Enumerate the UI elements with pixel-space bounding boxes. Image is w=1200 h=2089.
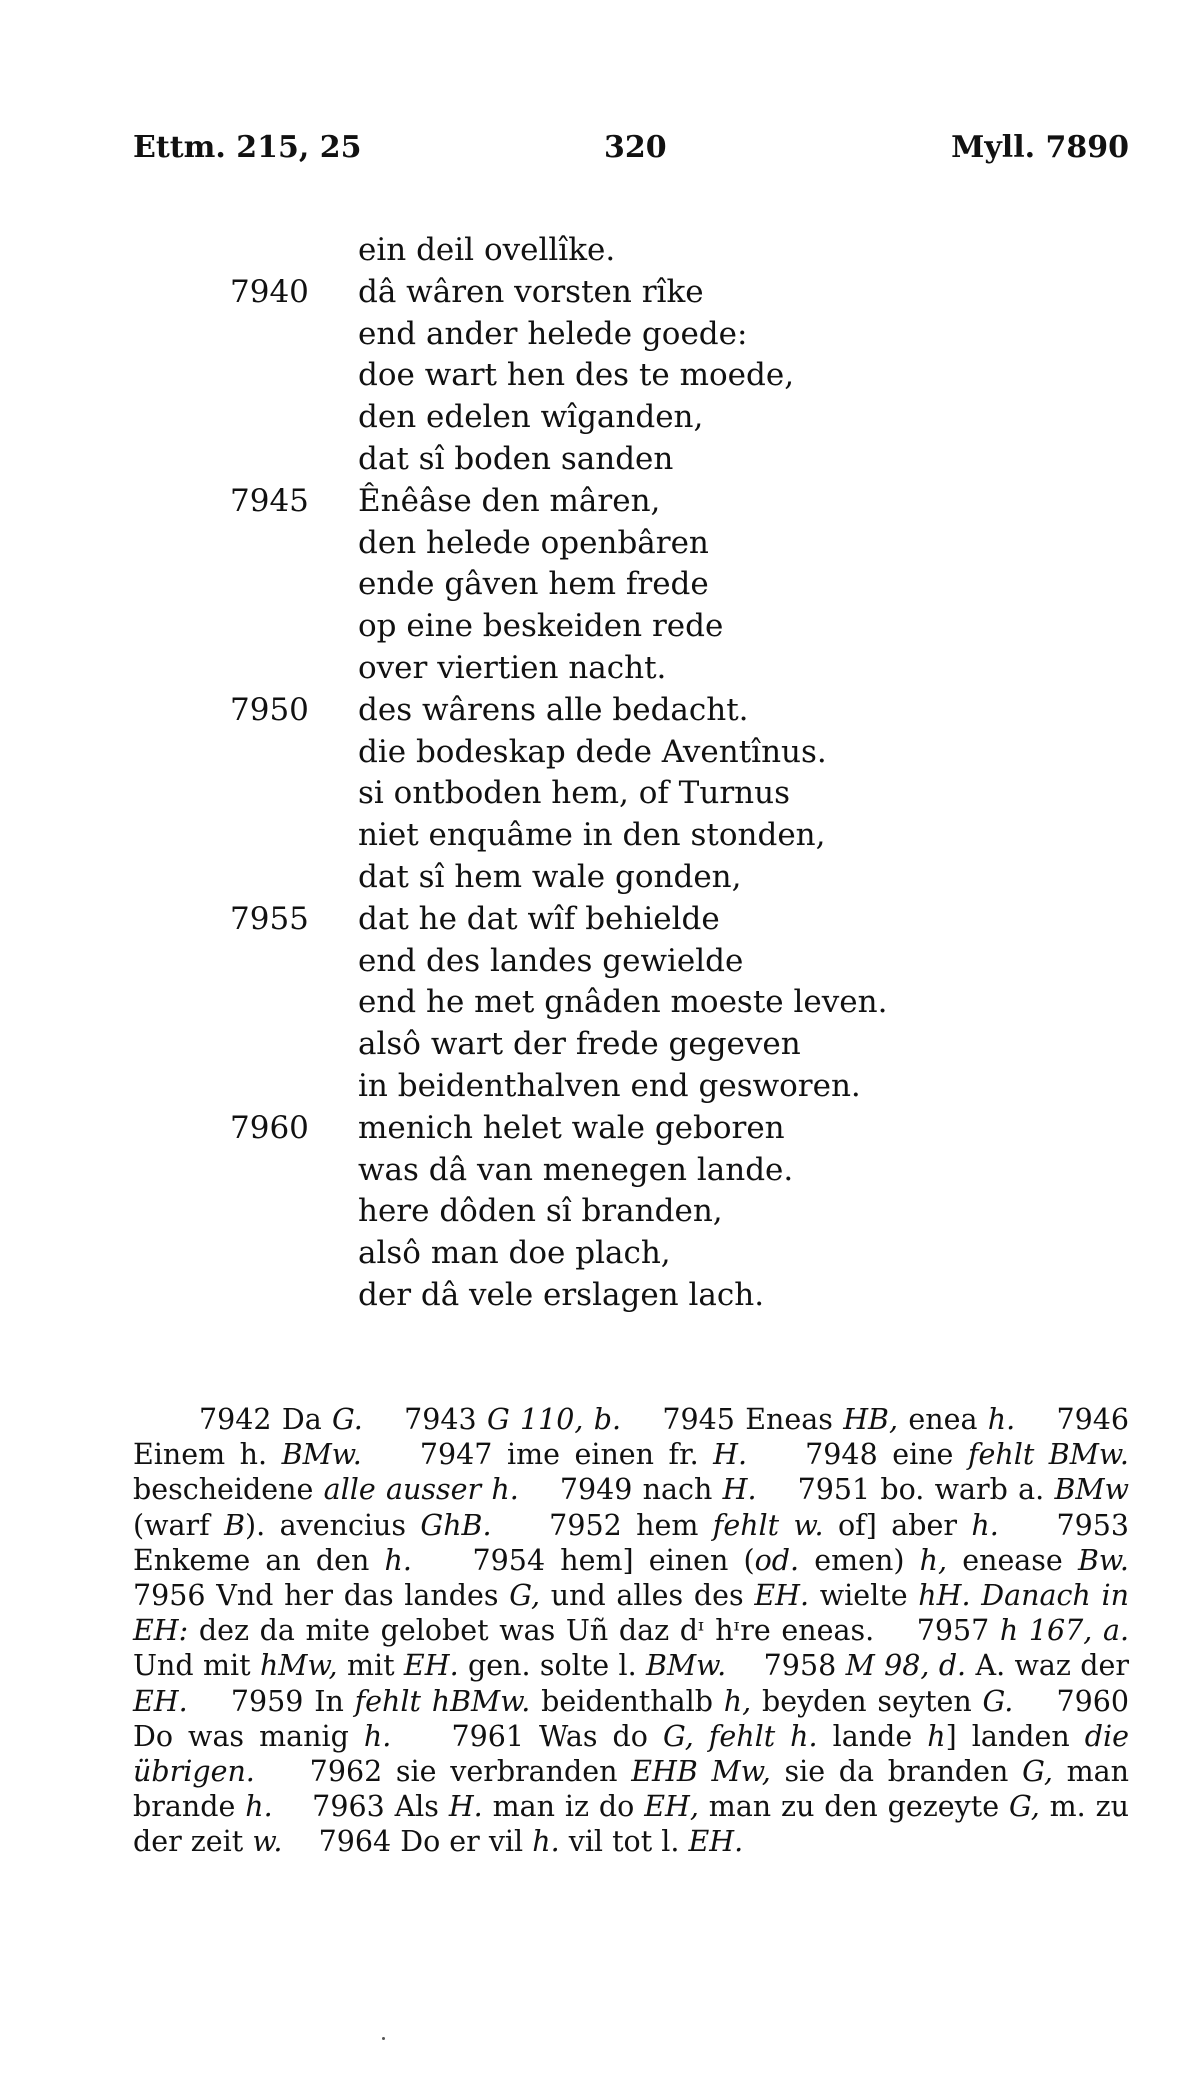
note-siglum: M 98, d. bbox=[845, 1649, 967, 1683]
verse-text-line: dat sî boden sanden bbox=[358, 440, 674, 477]
note-text: ] landen bbox=[945, 1719, 1085, 1753]
note-text: ). avencius bbox=[245, 1508, 421, 1542]
verse-text-line: end he met gnâden moeste leven. bbox=[358, 984, 888, 1021]
verse-text-line: ein deil ovellîke. bbox=[358, 232, 616, 268]
note-siglum: h 167, a. bbox=[999, 1614, 1130, 1648]
verse-text-line: end ander helede goede: bbox=[358, 315, 748, 352]
note-text: Und mit bbox=[133, 1614, 1139, 1683]
verse-text-line: here dôden sî branden, bbox=[358, 1193, 723, 1230]
page-header bbox=[133, 130, 1129, 170]
note-siglum: h. bbox=[532, 1825, 560, 1859]
note-siglum: G, bbox=[509, 1579, 541, 1613]
note-siglum: hMw, bbox=[259, 1649, 338, 1683]
verse-text-line: Ênêâse den mâren, bbox=[358, 482, 661, 519]
verse-line bbox=[0, 606, 1200, 648]
note-siglum: EHB Mw, bbox=[631, 1755, 771, 1789]
verse-line bbox=[0, 773, 1200, 815]
note-text: 7954 hem] einen ( bbox=[411, 1543, 755, 1577]
note-siglum: fehlt BMw. bbox=[967, 1438, 1129, 1472]
note-text: beyden seyten bbox=[751, 1684, 983, 1718]
note-siglum: Danach in EH: bbox=[133, 1579, 1139, 1648]
header-right-reference: Myll. 7890 bbox=[951, 130, 1129, 165]
verse-line bbox=[0, 1233, 1200, 1275]
verse-line bbox=[0, 1108, 1200, 1150]
note-text bbox=[971, 1579, 982, 1612]
line-number: 7940 bbox=[230, 273, 309, 310]
note-siglum: EH, bbox=[644, 1790, 699, 1824]
verse-text-line: den edelen wîganden, bbox=[358, 399, 704, 436]
verse-line bbox=[0, 314, 1200, 356]
note-siglum: w. bbox=[252, 1825, 283, 1859]
note-text: wielte bbox=[809, 1579, 919, 1613]
note-text: of] aber bbox=[823, 1508, 972, 1542]
note-text: 7956 Vnd her das landes bbox=[133, 1543, 1166, 1613]
note-siglum: G 110, b. bbox=[486, 1403, 622, 1436]
note-text: 7962 sie verbranden bbox=[254, 1755, 632, 1789]
line-number: 7955 bbox=[230, 900, 309, 937]
note-text: 7959 In bbox=[187, 1684, 355, 1718]
note-text: (warf bbox=[133, 1473, 1139, 1542]
note-siglum: h. bbox=[987, 1403, 1016, 1436]
note-text: bescheidene bbox=[133, 1438, 1139, 1507]
note-siglum: B bbox=[224, 1508, 246, 1542]
note-siglum: Bw. bbox=[1077, 1543, 1129, 1577]
verse-text-line: dâ wâren vorsten rîke bbox=[358, 273, 704, 310]
note-siglum: H. bbox=[713, 1438, 748, 1472]
note-siglum: EH. bbox=[754, 1579, 810, 1613]
verse-text-line: ende gâven hem frede bbox=[358, 566, 709, 603]
verse-line bbox=[0, 1024, 1200, 1066]
note-text: 7963 Als bbox=[272, 1790, 449, 1824]
note-siglum: G, bbox=[1008, 1790, 1040, 1824]
note-text: 7942 Da bbox=[199, 1403, 333, 1436]
note-text: m. zu der zeit bbox=[133, 1790, 1139, 1859]
verse-text-line: des wârens alle bedacht. bbox=[358, 691, 749, 728]
note-text: 7949 nach bbox=[518, 1473, 723, 1507]
note-siglum: EH. bbox=[403, 1649, 459, 1683]
verse-text-line: si ontboden hem, of Turnus bbox=[358, 775, 790, 812]
note-text: A. waz der bbox=[966, 1649, 1139, 1683]
note-text: 7960 Do was manig bbox=[133, 1684, 1139, 1753]
verse-text-line: die bodeskap dede Aventînus. bbox=[358, 733, 827, 770]
note-siglum: G, bbox=[1022, 1755, 1053, 1789]
note-text: 7945 Eneas bbox=[621, 1403, 844, 1436]
verse-line bbox=[0, 815, 1200, 857]
note-text: 7946 Einem h. bbox=[133, 1403, 1139, 1472]
note-siglum: h. bbox=[384, 1543, 412, 1577]
note-text: man zu den gezeyte bbox=[698, 1790, 1009, 1824]
note-text: 7958 bbox=[726, 1649, 846, 1683]
verse-line bbox=[0, 523, 1200, 565]
note-siglum: G. bbox=[332, 1403, 363, 1436]
note-siglum: HB, bbox=[843, 1403, 899, 1436]
note-text: beidenthalb bbox=[530, 1684, 724, 1718]
note-siglum: die übrigen. bbox=[133, 1719, 1139, 1789]
note-text: man iz do bbox=[482, 1790, 645, 1824]
verse-line bbox=[0, 1066, 1200, 1108]
note-siglum: h, bbox=[723, 1684, 752, 1718]
verse-text-line: doe wart hen des te moede, bbox=[358, 357, 795, 394]
verse-line bbox=[0, 1150, 1200, 1192]
note-text: 7943 bbox=[362, 1403, 487, 1436]
verse-text-line: den helede openbâren bbox=[358, 524, 709, 561]
note-text: 7948 eine bbox=[747, 1438, 968, 1472]
note-siglum: H. bbox=[722, 1473, 757, 1507]
note-text: sie da branden bbox=[770, 1755, 1023, 1789]
verse-line bbox=[0, 230, 1200, 272]
verse-line bbox=[0, 439, 1200, 481]
verse-text-line: niet enquâme in den stonden, bbox=[358, 817, 826, 854]
note-text: 7951 bo. warb a. bbox=[756, 1473, 1055, 1507]
note-text: enea bbox=[898, 1403, 988, 1436]
line-number: 7950 bbox=[230, 691, 309, 728]
verse-line bbox=[0, 690, 1200, 732]
note-text: emen) bbox=[799, 1543, 920, 1577]
verse-line bbox=[0, 1191, 1200, 1233]
critical-apparatus bbox=[133, 1402, 1166, 1860]
note-siglum: G, fehlt h. bbox=[662, 1719, 818, 1753]
note-siglum: G. bbox=[982, 1684, 1014, 1718]
line-number: 7960 bbox=[230, 1109, 309, 1146]
verse-line bbox=[0, 941, 1200, 983]
note-siglum: BMw bbox=[1054, 1473, 1129, 1507]
verse-text-line: was dâ van menegen lande. bbox=[358, 1151, 794, 1188]
verse-text-line: in beidenthalven end gesworen. bbox=[358, 1067, 861, 1104]
note-siglum: od. bbox=[754, 1543, 800, 1577]
verse-line bbox=[0, 272, 1200, 314]
note-siglum: BMw. bbox=[281, 1438, 362, 1472]
note-siglum: EH. bbox=[133, 1684, 188, 1718]
note-siglum: fehlt w. bbox=[712, 1508, 824, 1542]
header-left-reference: Ettm. 215, 25 bbox=[133, 130, 362, 165]
note-siglum: H. bbox=[448, 1790, 483, 1824]
line-number: 7945 bbox=[230, 482, 309, 519]
note-text: 7952 hem bbox=[491, 1508, 713, 1542]
note-siglum: h. bbox=[363, 1719, 392, 1753]
verse-line bbox=[0, 857, 1200, 899]
printer-dot bbox=[382, 2037, 385, 2040]
note-text: vil tot l. bbox=[559, 1825, 689, 1859]
note-siglum: EH. bbox=[688, 1825, 744, 1859]
note-text: enease bbox=[947, 1543, 1078, 1577]
verse-line bbox=[0, 648, 1200, 690]
verse-text-line: op eine beskeiden rede bbox=[358, 608, 724, 645]
note-siglum: h, bbox=[919, 1543, 948, 1577]
verse-line bbox=[0, 732, 1200, 774]
note-text: 7947 ime einen fr. bbox=[361, 1438, 714, 1472]
page-number: 320 bbox=[604, 130, 667, 165]
verse-text-line: dat sî hem wale gonden, bbox=[358, 858, 742, 895]
verse-text-line: end des landes gewielde bbox=[358, 942, 744, 979]
verse-line bbox=[0, 899, 1200, 941]
note-text: 7953 Enkeme an den bbox=[133, 1508, 1139, 1577]
note-siglum: alle ausser h. bbox=[323, 1473, 519, 1507]
verse-line bbox=[0, 481, 1200, 523]
note-text: lande bbox=[817, 1719, 928, 1753]
note-text: mit bbox=[337, 1649, 404, 1683]
note-text: gen. solte l. bbox=[458, 1649, 647, 1683]
verse-line bbox=[0, 564, 1200, 606]
note-text: dez da mite gelobet was Uñ daz dᶦ hᶦre eneas. 7957 bbox=[188, 1614, 1000, 1648]
verse-text-line: over viertien nacht. bbox=[358, 649, 667, 686]
note-siglum: h. bbox=[971, 1508, 999, 1542]
note-text: 7961 Was do bbox=[391, 1719, 663, 1753]
note-siglum: h bbox=[927, 1719, 946, 1753]
note-text: man brande bbox=[133, 1755, 1139, 1824]
note-text: und alles des bbox=[540, 1579, 755, 1613]
verse-line bbox=[0, 397, 1200, 439]
verse-text-line: dat he dat wîf behielde bbox=[358, 900, 720, 937]
verse-text bbox=[0, 230, 1200, 1317]
verse-text-line: der dâ vele erslagen lach. bbox=[358, 1276, 765, 1313]
verse-text-line: menich helet wale geboren bbox=[358, 1109, 785, 1146]
verse-line bbox=[0, 1275, 1200, 1317]
note-paragraph bbox=[133, 1402, 1166, 1860]
note-text: 7964 Do er vil bbox=[282, 1825, 533, 1859]
note-siglum: hH. bbox=[918, 1579, 971, 1613]
verse-text-line: alsô man doe plach, bbox=[358, 1235, 671, 1272]
verse-line bbox=[0, 355, 1200, 397]
note-siglum: BMw. bbox=[646, 1649, 727, 1683]
note-siglum: fehlt hBMw. bbox=[354, 1684, 531, 1718]
verse-line bbox=[0, 982, 1200, 1024]
note-siglum: GhB. bbox=[420, 1508, 492, 1542]
verse-text-line: alsô wart der frede gegeven bbox=[358, 1026, 801, 1063]
note-siglum: h. bbox=[245, 1790, 273, 1824]
